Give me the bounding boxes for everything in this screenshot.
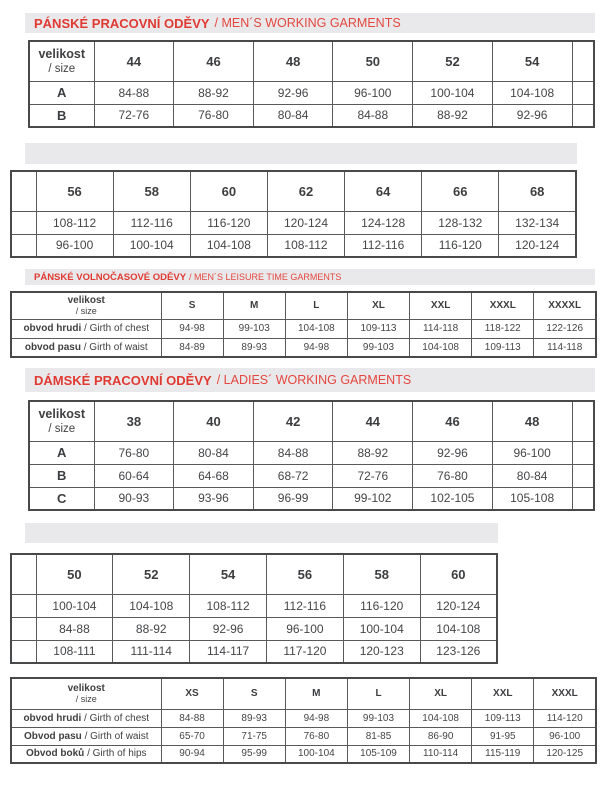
heading-english: / MEN´S LEISURE TIME GARMENTS	[189, 272, 342, 282]
heading-czech: PÁNSKÉ PRACOVNÍ ODĚVY	[34, 15, 210, 31]
table-row	[29, 487, 594, 510]
size-range-cell: 112-116	[113, 211, 190, 234]
size-range-cell: 65-70	[161, 727, 223, 745]
row-label-english: / Girth of hips	[84, 748, 147, 760]
size-column-header: 48	[253, 41, 333, 81]
size-range-cell: 105-109	[347, 745, 409, 763]
row-label-cell	[11, 709, 161, 727]
clipped-column-cell	[572, 81, 594, 104]
corner-label-size: / size	[75, 694, 97, 705]
clipped-column-cell	[572, 487, 594, 510]
row-label-english: / Girth of waist	[81, 730, 149, 742]
size-range-cell: 80-84	[492, 464, 572, 487]
row-label-english: / Girth of waist	[80, 341, 148, 353]
heading-czech: PÁNSKÉ VOLNOČASOVÉ ODĚVY	[34, 271, 187, 283]
size-range-cell: 109-113	[472, 709, 534, 727]
row-label-czech: obvod hrudi	[23, 323, 82, 334]
size-column-header: 50	[333, 41, 413, 81]
section-heading-mens-leisure	[25, 269, 595, 285]
size-range-cell: 109-113	[472, 338, 534, 357]
row-label-czech: Obvod pasu	[24, 730, 82, 742]
section-heading-mens-working	[25, 13, 595, 33]
size-corner-cell	[11, 678, 161, 709]
corner-label-velikost: velikost	[38, 47, 86, 62]
size-range-cell: 100-104	[36, 594, 113, 617]
clipped-column-cell	[11, 234, 36, 257]
size-range-cell: 118-122	[472, 319, 534, 338]
table-row	[29, 441, 594, 464]
size-column-header: XS	[161, 678, 223, 709]
size-range-cell: 104-108	[410, 338, 472, 357]
size-range-cell: 94-98	[285, 709, 347, 727]
size-column-header: XXL	[472, 678, 534, 709]
size-range-cell: 115-119	[472, 745, 534, 763]
size-range-cell: 116-120	[422, 234, 499, 257]
size-range-cell: 120-125	[534, 745, 596, 763]
size-column-header: S	[161, 292, 223, 319]
section-heading-ladies-working	[25, 368, 595, 392]
size-column-header: 56	[36, 171, 113, 211]
row-label-cell	[11, 319, 161, 338]
row-label-cell	[11, 745, 161, 763]
size-range-cell: 109-113	[347, 319, 409, 338]
table-row	[11, 319, 596, 338]
size-column-header: 68	[499, 171, 576, 211]
size-column-header: 58	[343, 554, 420, 594]
clipped-column-cell	[11, 640, 36, 663]
clipped-column-cell	[11, 211, 36, 234]
size-corner-cell	[29, 401, 94, 441]
corner-label-velikost: velikost	[67, 294, 105, 306]
size-column-header: 46	[413, 401, 493, 441]
table-row	[11, 617, 497, 640]
size-column-header: 46	[174, 41, 254, 81]
size-column-header: 52	[113, 554, 190, 594]
size-range-cell: 94-98	[161, 319, 223, 338]
heading-english: / LADIES´ WORKING GARMENTS	[216, 373, 412, 387]
size-range-cell: 80-84	[253, 104, 333, 127]
corner-label-velikost: velikost	[38, 407, 86, 422]
table-row	[11, 709, 596, 727]
size-range-cell: 108-111	[36, 640, 113, 663]
size-range-cell: 104-108	[285, 319, 347, 338]
size-column-header: M	[285, 678, 347, 709]
clipped-column-cell	[11, 617, 36, 640]
size-range-cell: 84-88	[36, 617, 113, 640]
table-row	[29, 464, 594, 487]
size-range-cell: 72-76	[94, 104, 174, 127]
size-corner-cell	[29, 41, 94, 81]
clipped-column-cell	[572, 401, 594, 441]
size-range-cell: 89-93	[223, 338, 285, 357]
row-label-czech: Obvod boků	[25, 748, 85, 760]
size-range-cell: 112-116	[345, 234, 422, 257]
size-range-cell: 80-84	[174, 441, 254, 464]
size-range-cell: 68-72	[253, 464, 333, 487]
size-range-cell: 89-93	[223, 709, 285, 727]
size-range-cell: 96-100	[534, 727, 596, 745]
size-column-header: 66	[422, 171, 499, 211]
size-range-cell: 96-99	[253, 487, 333, 510]
size-range-cell: 92-96	[413, 441, 493, 464]
size-range-cell: 132-134	[499, 211, 576, 234]
size-column-header: 58	[113, 171, 190, 211]
size-range-cell: 84-88	[161, 709, 223, 727]
size-range-cell: 100-104	[113, 234, 190, 257]
size-range-cell: 92-96	[492, 104, 572, 127]
size-range-cell: 92-96	[253, 81, 333, 104]
size-range-cell: 114-118	[410, 319, 472, 338]
size-column-header: 44	[94, 41, 174, 81]
size-column-header: 56	[266, 554, 343, 594]
size-range-cell: 96-100	[36, 234, 113, 257]
size-range-cell: 108-112	[36, 211, 113, 234]
size-column-header: 54	[190, 554, 267, 594]
clipped-column-cell	[572, 104, 594, 127]
size-range-cell: 99-103	[347, 338, 409, 357]
size-range-cell: 128-132	[422, 211, 499, 234]
size-column-header: XXXXL	[534, 292, 596, 319]
size-range-cell: 100-104	[343, 617, 420, 640]
size-range-cell: 114-117	[190, 640, 267, 663]
table-row	[11, 211, 576, 234]
clipped-column-cell	[572, 41, 594, 81]
size-range-cell: 116-120	[343, 594, 420, 617]
size-column-header: XL	[347, 292, 409, 319]
size-range-cell: 100-104	[413, 81, 493, 104]
table-row	[11, 745, 596, 763]
size-range-cell: 60-64	[94, 464, 174, 487]
size-range-cell: 105-108	[492, 487, 572, 510]
size-range-cell: 124-128	[345, 211, 422, 234]
size-range-cell: 95-99	[223, 745, 285, 763]
size-range-cell: 90-93	[94, 487, 174, 510]
clipped-column-cell	[11, 594, 36, 617]
size-range-cell: 104-108	[190, 234, 267, 257]
size-column-header: 50	[36, 554, 113, 594]
size-range-cell: 99-102	[333, 487, 413, 510]
corner-label-size: / size	[48, 422, 76, 435]
size-range-cell: 94-98	[285, 338, 347, 357]
size-corner-cell	[11, 292, 161, 319]
table-row	[11, 234, 576, 257]
size-column-header: S	[223, 678, 285, 709]
heading-czech: DÁMSKÉ PRACOVNÍ ODĚVY	[34, 372, 212, 388]
size-column-header: XXXL	[534, 678, 596, 709]
table-row	[11, 727, 596, 745]
row-label-cell	[11, 338, 161, 357]
size-range-cell: 96-100	[492, 441, 572, 464]
size-range-cell: 88-92	[174, 81, 254, 104]
size-range-cell: 117-120	[266, 640, 343, 663]
size-range-cell: 84-88	[253, 441, 333, 464]
divider-band	[25, 143, 577, 164]
size-range-cell: 120-124	[420, 594, 497, 617]
size-column-header: 38	[94, 401, 174, 441]
size-range-cell: 93-96	[174, 487, 254, 510]
ladies-working-sizes-table-part1	[28, 400, 595, 511]
row-label-czech: obvod hrudi	[23, 712, 82, 724]
row-label-czech: obvod pasu	[24, 341, 81, 353]
table-row	[29, 81, 594, 104]
mens-working-sizes-table-part1	[28, 40, 595, 128]
mens-leisure-sizes-table	[10, 291, 597, 358]
size-range-cell: 92-96	[190, 617, 267, 640]
ladies-measurements-table	[10, 677, 597, 764]
size-range-cell: 114-118	[534, 338, 596, 357]
size-column-header: XXL	[410, 292, 472, 319]
size-range-cell: 81-85	[347, 727, 409, 745]
size-range-cell: 99-103	[223, 319, 285, 338]
clipped-column-cell	[572, 464, 594, 487]
table-row	[11, 594, 497, 617]
table-row	[11, 640, 497, 663]
size-range-cell: 96-100	[266, 617, 343, 640]
size-range-cell: 84-88	[94, 81, 174, 104]
size-range-cell: 104-108	[420, 617, 497, 640]
row-label-english: / Girth of chest	[81, 323, 150, 334]
size-column-header: XXXL	[472, 292, 534, 319]
size-range-cell: 122-126	[534, 319, 596, 338]
size-range-cell: 88-92	[333, 441, 413, 464]
row-label-cell: C	[29, 487, 94, 510]
size-column-header: L	[347, 678, 409, 709]
size-column-header: 54	[492, 41, 572, 81]
size-range-cell: 123-126	[420, 640, 497, 663]
size-range-cell: 96-100	[333, 81, 413, 104]
size-range-cell: 102-105	[413, 487, 493, 510]
table-row	[29, 104, 594, 127]
corner-label-size: / size	[75, 306, 97, 317]
size-range-cell: 104-108	[410, 709, 472, 727]
size-range-cell: 90-94	[161, 745, 223, 763]
size-range-cell: 108-112	[190, 594, 267, 617]
row-label-cell: B	[29, 464, 94, 487]
size-column-header: 48	[492, 401, 572, 441]
size-range-cell: 88-92	[113, 617, 190, 640]
size-column-header: 60	[420, 554, 497, 594]
size-column-header: 40	[174, 401, 254, 441]
clipped-column-cell	[11, 554, 36, 594]
table-row	[11, 338, 596, 357]
size-range-cell: 114-120	[534, 709, 596, 727]
size-range-cell: 71-75	[223, 727, 285, 745]
size-range-cell: 84-89	[161, 338, 223, 357]
size-range-cell: 110-114	[410, 745, 472, 763]
size-column-header: 62	[267, 171, 344, 211]
size-range-cell: 88-92	[413, 104, 493, 127]
size-range-cell: 104-108	[492, 81, 572, 104]
size-range-cell: 120-123	[343, 640, 420, 663]
row-label-english: / Girth of chest	[81, 712, 150, 724]
size-range-cell: 100-104	[285, 745, 347, 763]
size-range-cell: 76-80	[285, 727, 347, 745]
size-range-cell: 64-68	[174, 464, 254, 487]
size-column-header: 44	[333, 401, 413, 441]
heading-english: / MEN´S WORKING GARMENTS	[214, 16, 401, 30]
size-column-header: M	[223, 292, 285, 319]
size-range-cell: 76-80	[413, 464, 493, 487]
size-range-cell: 86-90	[410, 727, 472, 745]
size-range-cell: 91-95	[472, 727, 534, 745]
size-range-cell: 104-108	[113, 594, 190, 617]
row-label-cell: B	[29, 104, 94, 127]
size-column-header: 64	[345, 171, 422, 211]
divider-band	[25, 523, 498, 543]
size-column-header: 60	[190, 171, 267, 211]
row-label-cell: A	[29, 81, 94, 104]
size-range-cell: 84-88	[333, 104, 413, 127]
corner-label-velikost: velikost	[67, 682, 105, 694]
ladies-working-sizes-table-part2	[10, 553, 498, 664]
size-range-cell: 108-112	[267, 234, 344, 257]
mens-working-sizes-table-part2	[10, 170, 577, 258]
size-range-cell: 120-124	[267, 211, 344, 234]
row-label-cell: A	[29, 441, 94, 464]
row-label-cell	[11, 727, 161, 745]
size-range-cell: 76-80	[174, 104, 254, 127]
size-range-cell: 112-116	[266, 594, 343, 617]
clipped-column-cell	[11, 171, 36, 211]
corner-label-size: / size	[48, 62, 76, 75]
clipped-column-cell	[572, 441, 594, 464]
size-range-cell: 111-114	[113, 640, 190, 663]
size-range-cell: 120-124	[499, 234, 576, 257]
size-column-header: XL	[410, 678, 472, 709]
size-range-cell: 72-76	[333, 464, 413, 487]
size-column-header: 42	[253, 401, 333, 441]
size-range-cell: 99-103	[347, 709, 409, 727]
size-range-cell: 116-120	[190, 211, 267, 234]
size-column-header: L	[285, 292, 347, 319]
size-range-cell: 76-80	[94, 441, 174, 464]
size-column-header: 52	[413, 41, 493, 81]
